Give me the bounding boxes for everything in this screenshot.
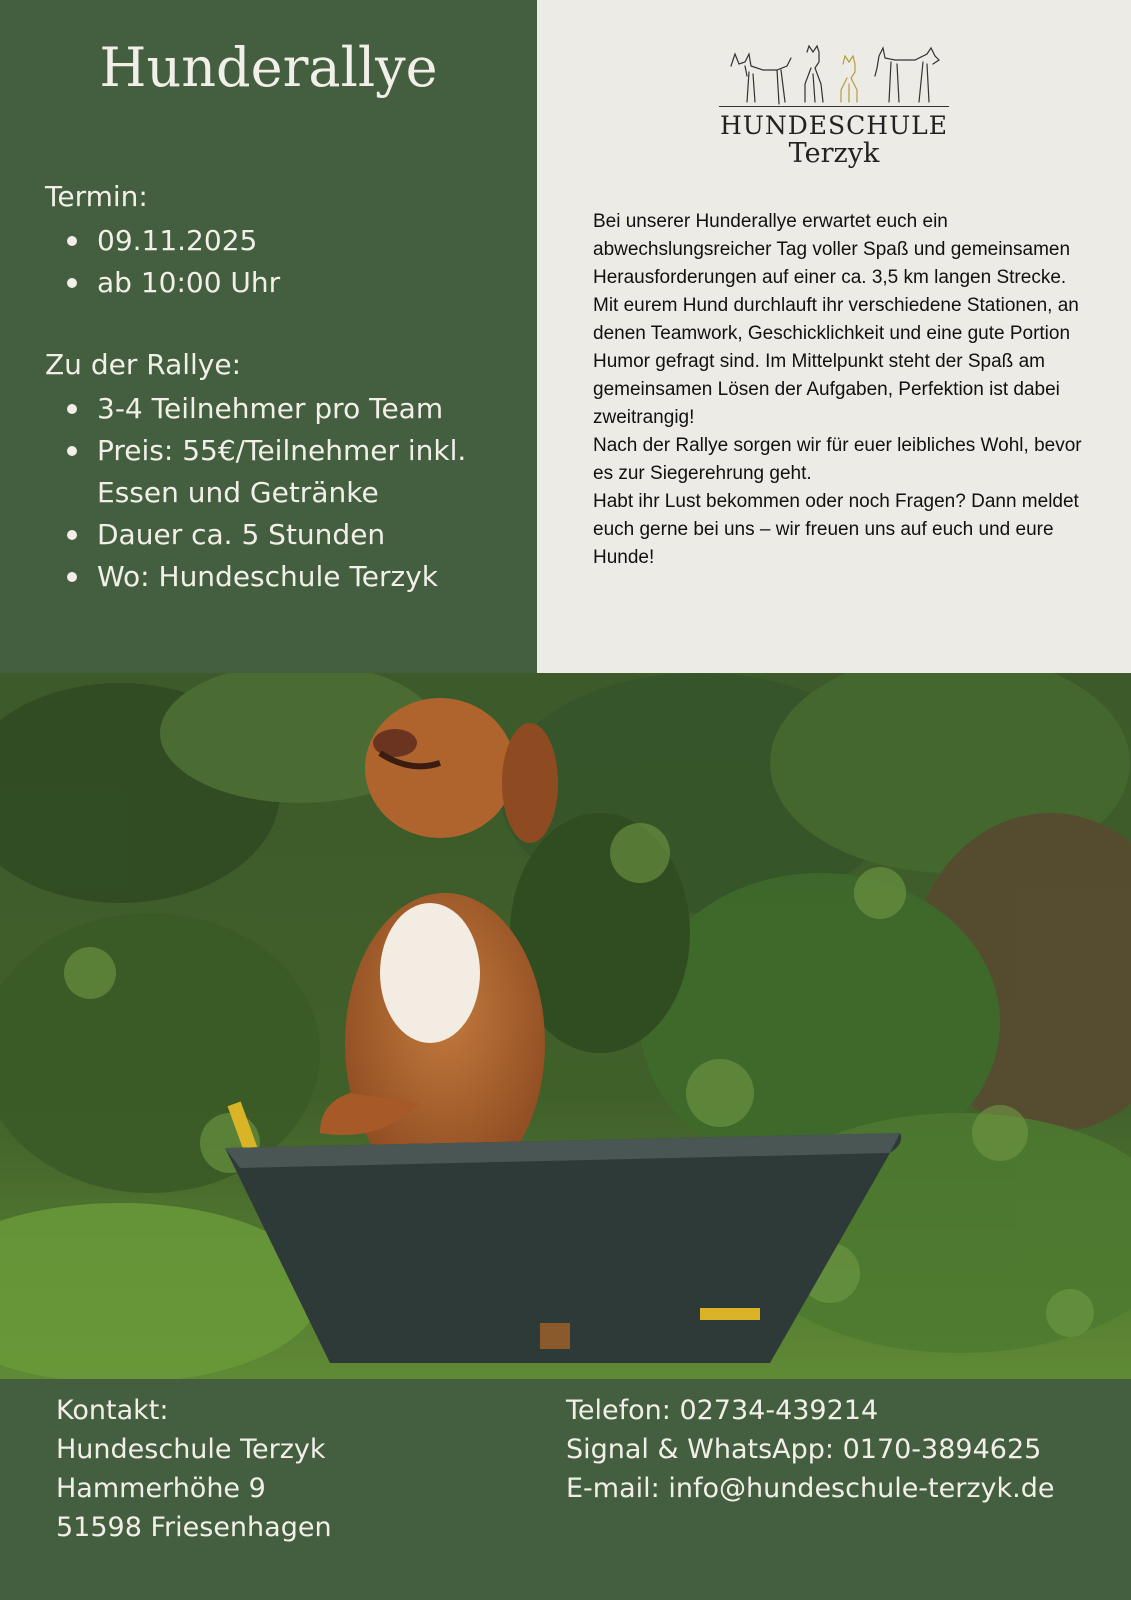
description-panel [537, 0, 1131, 673]
contact-address [56, 1391, 332, 1547]
list-item [45, 430, 525, 514]
description-paragraph: Nach der Rallye sorgen wir für euer leibliches Wohl, bevor es zur Siegerehrung geht. [593, 435, 1082, 484]
page-title: Hunderallye [99, 36, 438, 99]
contact-email: E-mail: info@hundeschule-terzyk.de [566, 1473, 1055, 1504]
logo-title: HUNDESCHULE [719, 111, 949, 140]
list-item [45, 262, 525, 304]
logo-divider [719, 106, 949, 107]
bullet-icon [67, 530, 77, 540]
description-paragraph: Habt ihr Lust bekommen oder noch Fragen? Dann meldet euch gerne bei uns – wir freuen uns auf euch und eure Hunde! [593, 491, 1079, 568]
logo [719, 44, 949, 172]
dog-photo [0, 673, 1131, 1379]
termin-label: Termin: [45, 180, 148, 213]
list-item [45, 388, 525, 430]
termin-date: 09.11.2025 [97, 224, 258, 257]
description-text [593, 208, 1083, 572]
contact-channels [566, 1391, 1054, 1508]
rallye-item: Dauer ca. 5 Stunden [97, 518, 386, 551]
bullet-icon [67, 236, 77, 246]
logo-subtitle: Terzyk [788, 138, 880, 169]
list-item [45, 556, 525, 598]
rallye-list [45, 388, 525, 598]
contact-city: 51598 Friesenhagen [56, 1512, 332, 1543]
contact-heading: Kontakt: [56, 1395, 169, 1426]
description-paragraph: Bei unserer Hunderallye erwartet euch ein abwechslungsreicher Tag voller Spaß und gemeinsamen Herausforderungen auf einer ca. 3,5 km langen Strecke. [593, 211, 1071, 288]
rallye-item: Preis: 55€/Teilnehmer inkl. Essen und Getränke [97, 434, 467, 509]
info-panel [0, 0, 537, 673]
bullet-icon [67, 278, 77, 288]
termin-list [45, 220, 525, 304]
dog-in-wheelbarrow-image [0, 673, 1131, 1379]
contact-messenger: Signal & WhatsApp: 0170-3894625 [566, 1434, 1042, 1465]
contact-street: Hammerhöhe 9 [56, 1473, 266, 1504]
bullet-icon [67, 572, 77, 582]
list-item [45, 220, 525, 262]
rallye-item: Wo: Hundeschule Terzyk [97, 560, 439, 593]
bullet-icon [67, 446, 77, 456]
list-item [45, 514, 525, 556]
contact-name: Hundeschule Terzyk [56, 1434, 326, 1465]
contact-footer [0, 1379, 1131, 1600]
contact-phone: Telefon: 02734-439214 [566, 1395, 879, 1426]
termin-time: ab 10:00 Uhr [97, 266, 281, 299]
bullet-icon [67, 404, 77, 414]
rallye-item: 3-4 Teilnehmer pro Team [97, 392, 444, 425]
rallye-label: Zu der Rallye: [45, 348, 242, 381]
description-paragraph: Mit eurem Hund durchlauft ihr verschiedene Stationen, an denen Teamwork, Geschicklichkeit und eine gute Portion Humor gefragt sind. Im Mittelpunkt steht der Spaß am gemeinsamen Lösen der Aufgaben, Perfektion ist dabei zweitrangig! [593, 295, 1079, 428]
dogs-logo-icon [719, 44, 949, 106]
